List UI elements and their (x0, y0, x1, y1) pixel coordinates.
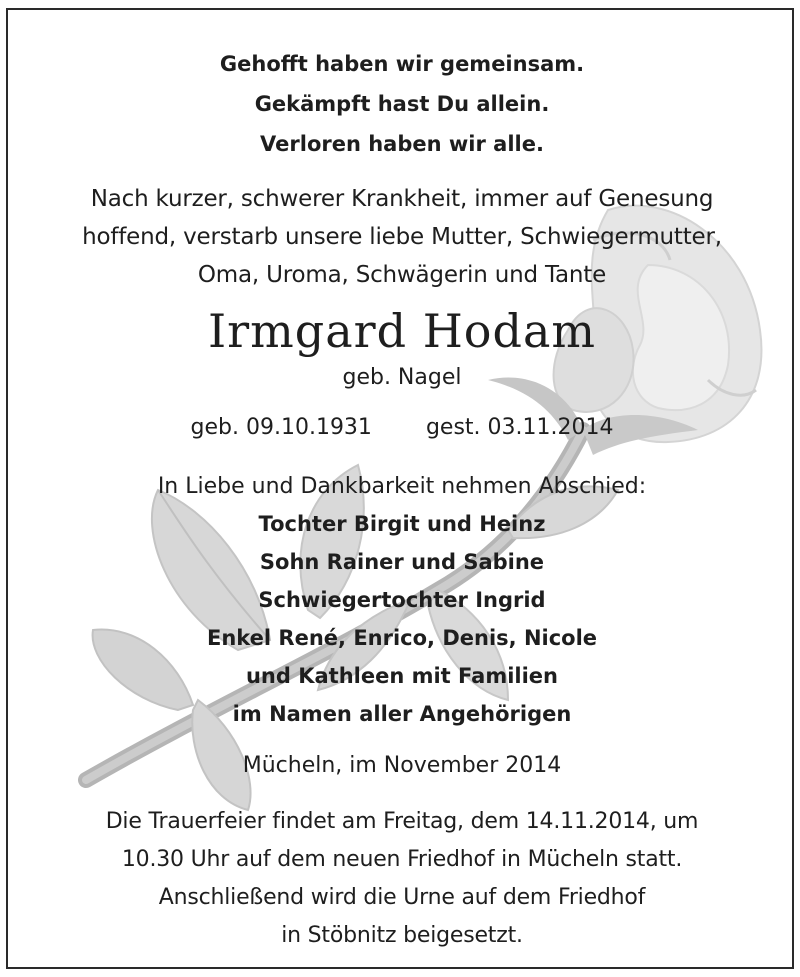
place-date: Mücheln, im November 2014 (242, 753, 562, 778)
mourner-entry: Tochter Birgit und Heinz (258, 512, 546, 536)
motto-line: Gehofft haben wir gemeinsam. (219, 52, 585, 76)
mourner-entry: im Namen aller Angehörigen (232, 702, 572, 726)
motto-line: Gekämpft hast Du allein. (254, 92, 550, 116)
life-dates (8, 410, 794, 446)
funeral-line: 10.30 Uhr auf dem neuen Friedhof in Mücheln statt. (121, 847, 683, 872)
death-date: gest. 03.11.2014 (425, 415, 614, 440)
announcement-line: hoffend, verstarb unsere liebe Mutter, Schwiegermutter, (82, 224, 722, 250)
mourners-list (8, 505, 794, 733)
funeral-line: Die Trauerfeier findet am Freitag, dem 14.11.2014, um (105, 809, 699, 834)
mourner-entry: und Kathleen mit Familien (245, 664, 558, 688)
birth-date: geb. 09.10.1931 (190, 415, 372, 440)
farewell-intro: In Liebe und Dankbarkeit nehmen Abschied: (157, 474, 647, 499)
funeral-line: in Stöbnitz beigesetzt. (281, 923, 523, 948)
announcement-text (8, 180, 794, 294)
mourner-entry: Enkel René, Enrico, Denis, Nicole (206, 626, 598, 650)
announcement-line: Oma, Uroma, Schwägerin und Tante (197, 262, 607, 288)
maiden-name: geb. Nagel (342, 365, 462, 390)
announcement-line: Nach kurzer, schwerer Krankheit, immer auf Genesung (90, 186, 714, 212)
deceased-name: Irmgard Hodam (207, 304, 596, 358)
funeral-line: Anschließend wird die Urne auf dem Friedhof (158, 885, 646, 910)
mourner-entry: Sohn Rainer und Sabine (259, 550, 545, 574)
motto-line: Verloren haben wir alle. (260, 132, 544, 156)
funeral-details (8, 803, 794, 955)
obituary-card (6, 8, 794, 969)
motto (8, 44, 794, 164)
mourner-entry: Schwiegertochter Ingrid (258, 588, 546, 612)
